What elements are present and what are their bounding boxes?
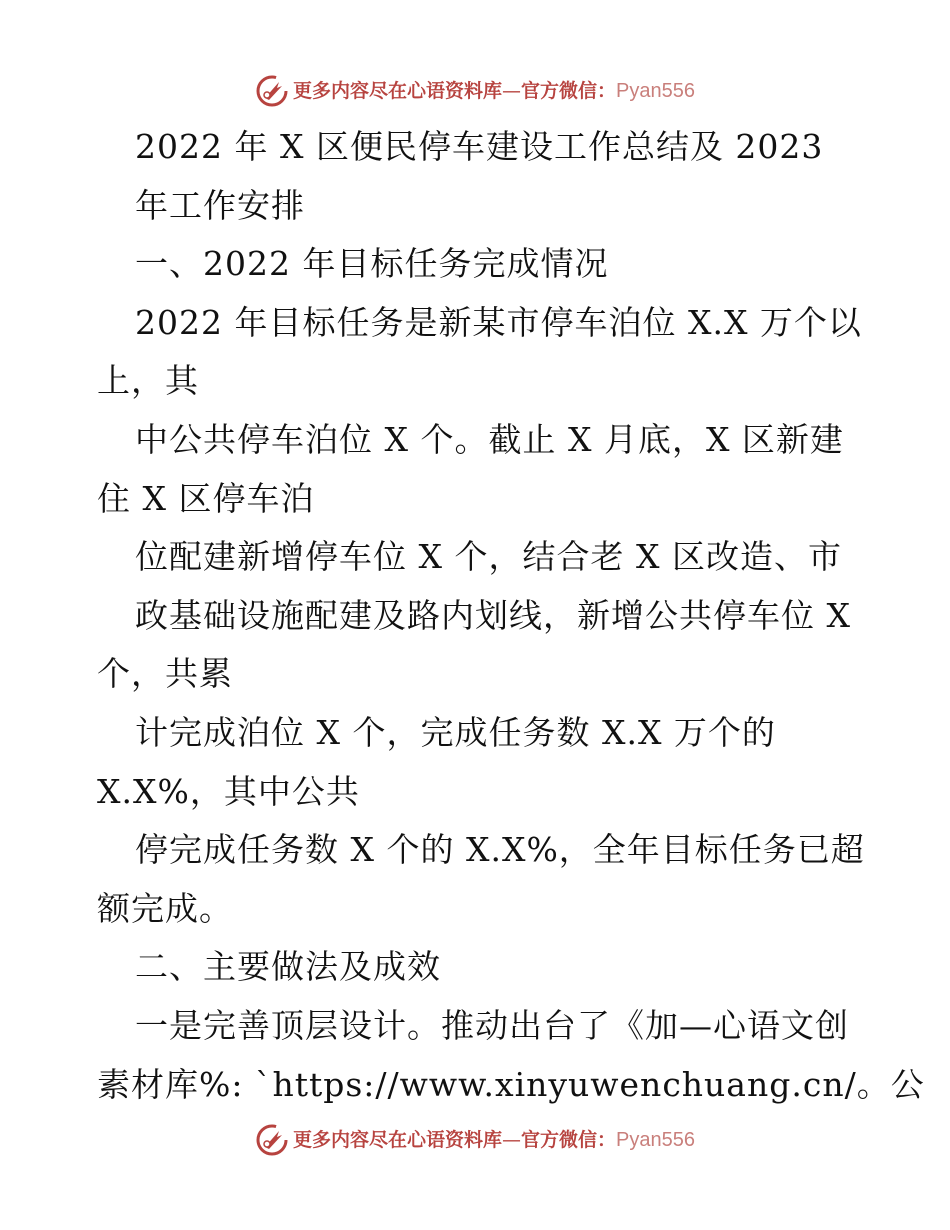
section-heading-1: 一、2022 年目标任务完成情况: [135, 244, 609, 284]
watermark-label: 官方微信：: [521, 79, 617, 102]
body-line-url: 素材库%: `https://www.xinyuwenchuang.cn/。公: [97, 1064, 925, 1104]
watermark-label: 官方微信：: [521, 1128, 617, 1151]
body-line: 个，共累: [97, 654, 233, 694]
body-line: 2022 年目标任务是新某市停车泊位 X.X 万个以: [135, 302, 862, 342]
body-line: 政基础设施配建及路内划线，新增公共停车位 X: [135, 595, 851, 635]
watermark-header: [0, 71, 950, 111]
document-body: [97, 118, 925, 1114]
body-line: 上，其: [97, 361, 199, 401]
watermark-id: Pyan556: [616, 80, 695, 102]
watermark-footer: [0, 1120, 950, 1160]
watermark-id: Pyan556: [616, 1129, 695, 1151]
body-line: 额完成。: [97, 888, 233, 928]
body-line: 停完成任务数 X 个的 X.X%，全年目标任务已超: [135, 830, 865, 870]
watermark-separator: —: [502, 79, 522, 102]
body-line: 计完成泊位 X 个，完成任务数 X.X 万个的: [135, 712, 776, 752]
watermark-main-text: 更多内容尽在心语资料库: [293, 79, 503, 102]
body-line: X.X%，其中公共: [97, 771, 360, 811]
quill-swirl-logo-icon: [255, 1123, 289, 1157]
body-line: 位配建新增停车位 X 个，结合老 X 区改造、市: [135, 537, 842, 577]
watermark-main-text: 更多内容尽在心语资料库: [293, 1128, 503, 1151]
body-line: 中公共停车泊位 X 个。截止 X 月底，X 区新建: [135, 419, 844, 459]
title-line-2: 年工作安排: [135, 185, 305, 225]
quill-swirl-logo-icon: [255, 74, 289, 108]
section-heading-2: 二、主要做法及成效: [135, 947, 441, 987]
body-line: 住 X 区停车泊: [97, 478, 315, 518]
watermark-separator: —: [502, 1128, 522, 1151]
body-line: 一是完善顶层设计。推动出台了《加—心语文创: [135, 1005, 849, 1045]
title-line-1: 2022 年 X 区便民停车建设工作总结及 2023: [135, 127, 824, 166]
